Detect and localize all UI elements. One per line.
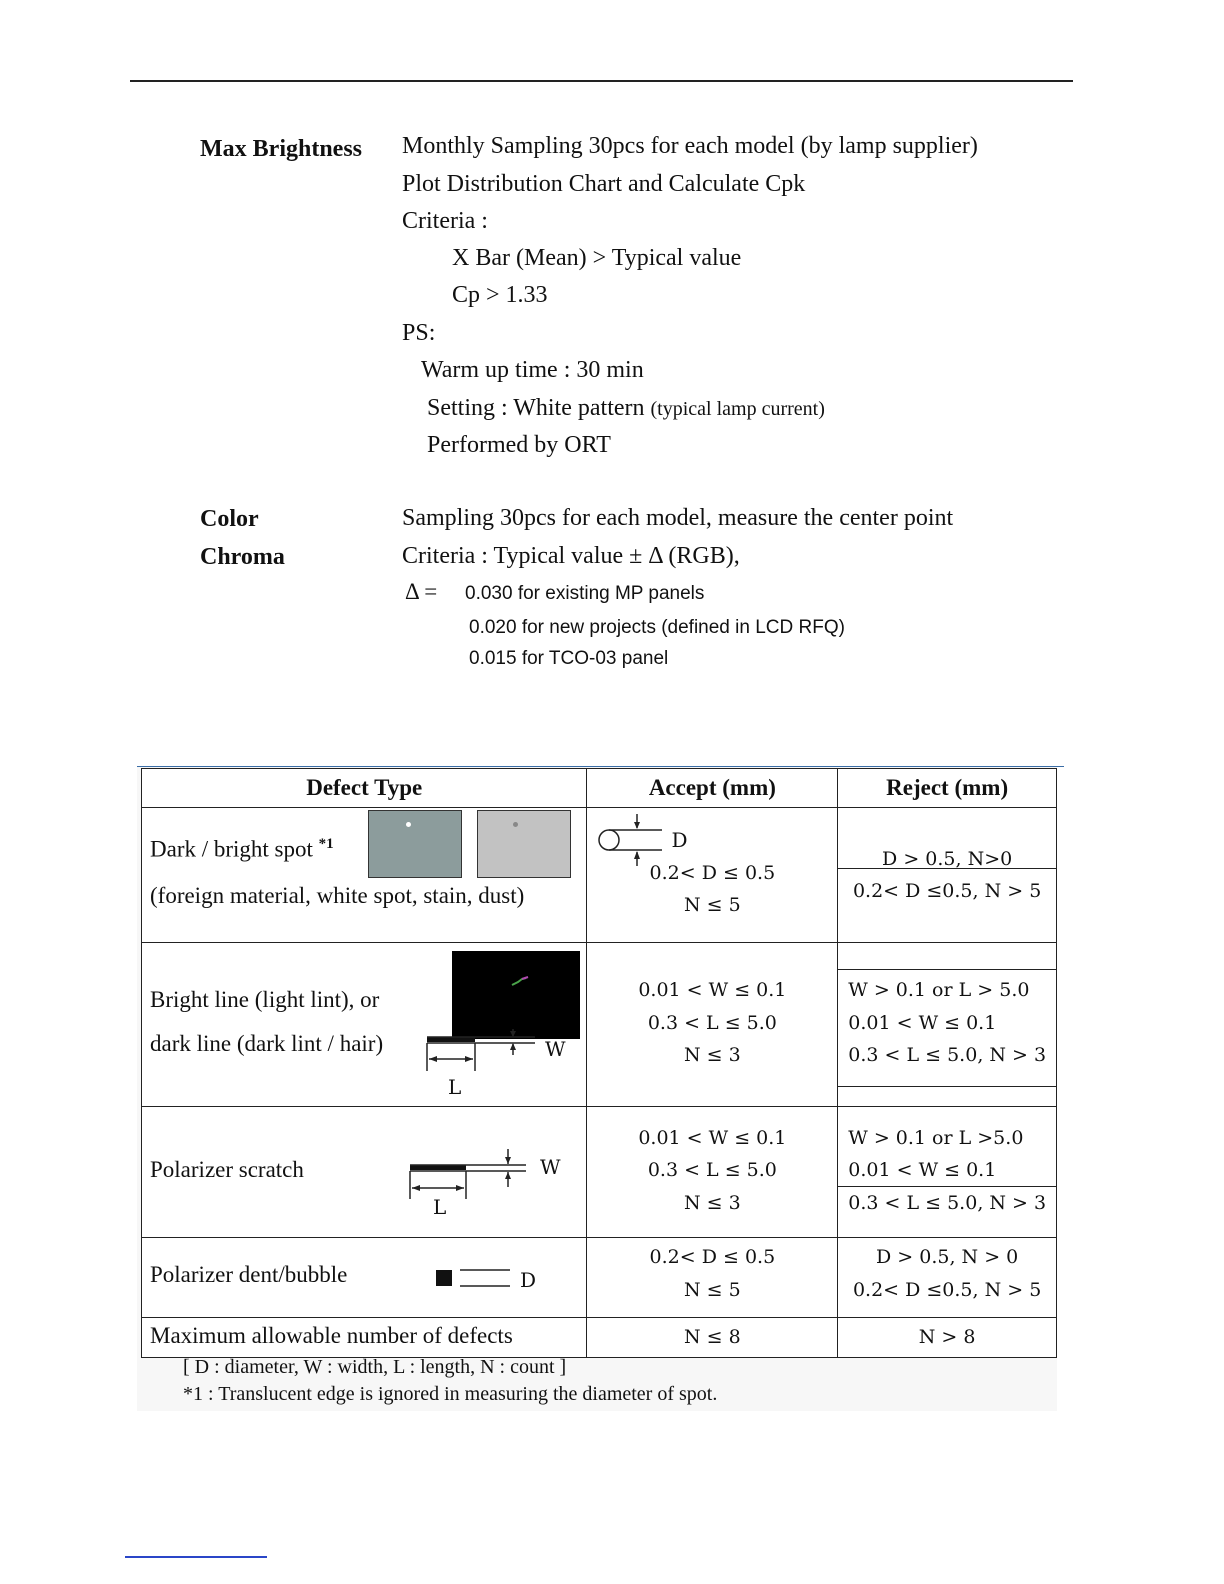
spot-reject-cell [838, 808, 1057, 943]
bright-spot-sample-image [477, 810, 571, 878]
max-reject: N > 8 [838, 1318, 1057, 1358]
header-reject: Reject (mm) [838, 769, 1057, 808]
dent-type: Polarizer dent/bubble [150, 1262, 348, 1287]
scratch-reject-1: W > 0.1 or L >5.0 [848, 1127, 1024, 1149]
table-row-max [142, 1318, 1057, 1358]
scratch-diagram-l-label: L [433, 1195, 447, 1219]
spot-diagram-d-label: D [671, 828, 688, 852]
color-label: Color [200, 506, 259, 532]
mb-line-5: Cp > 1.33 [452, 282, 548, 308]
spot-type-cell [142, 808, 587, 943]
scratch-accept-cell [587, 1107, 838, 1238]
line-reject-divider-top [838, 969, 1056, 970]
line-accept-2: 0.3 < L ≤ 5.0 [647, 1012, 777, 1034]
spot-type-detail: (foreign material, white spot, stain, dust) [150, 883, 525, 908]
dent-accept-2: N ≤ 5 [684, 1279, 741, 1301]
delta-1: 0.030 for existing MP panels [465, 583, 705, 604]
scratch-reject-3: 0.3 < L ≤ 5.0, N > 3 [848, 1192, 1047, 1214]
table-legend: [ D : diameter, W : width, L : length, N : count ] [183, 1356, 567, 1378]
line-reject-cell [838, 943, 1057, 1107]
line-reject-1: W > 0.1 or L > 5.0 [848, 979, 1030, 1001]
cc-line-1: Sampling 30pcs for each model, measure the center point [402, 505, 954, 531]
dent-diagram-d-label: D [520, 1268, 537, 1292]
mb-line-8 [427, 395, 825, 422]
mb-line-6: PS: [402, 320, 436, 346]
scratch-reject-cell [838, 1107, 1057, 1238]
line-reject-divider-bottom [838, 1086, 1056, 1087]
scratch-accept-1: 0.01 < W ≤ 0.1 [638, 1127, 787, 1149]
dent-accept-1: 0.2< D ≤ 0.5 [649, 1246, 776, 1268]
line-type-1: Bright line (light lint), or [150, 987, 380, 1012]
defect-table [141, 768, 1057, 1358]
dent-reject-cell [838, 1238, 1057, 1318]
line-accept-3: N ≤ 3 [684, 1044, 741, 1066]
spot-accept-1: 0.2< D ≤ 0.5 [649, 862, 776, 884]
spot-reject-2: 0.2< D ≤0.5, N > 5 [852, 880, 1042, 902]
line-reject-3: 0.3 < L ≤ 5.0, N > 3 [848, 1044, 1047, 1066]
spot-accept-cell [587, 808, 838, 943]
line-reject-2: 0.01 < W ≤ 0.1 [848, 1012, 997, 1034]
delta-symbol: Δ = [405, 579, 438, 604]
dent-diagram-icon [434, 1266, 514, 1290]
line-type-cell [142, 943, 587, 1107]
line-width-diagram-icon [425, 1029, 555, 1099]
mb-line-9: Performed by ORT [427, 432, 611, 458]
scratch-reject-divider [838, 1186, 1056, 1187]
dent-type-cell [142, 1238, 587, 1318]
table-header-row [142, 769, 1057, 808]
line-diagram-l-label: L [448, 1075, 462, 1099]
mb-line-7: Warm up time : 30 min [421, 357, 644, 383]
mb-setting-note: (typical lamp current) [650, 398, 825, 420]
table-footnote: *1 : Translucent edge is ignored in measuring the diameter of spot. [183, 1383, 718, 1405]
dark-spot-sample-image [368, 810, 462, 878]
scratch-accept-3: N ≤ 3 [684, 1192, 741, 1214]
bright-line-sample-image [452, 951, 580, 1039]
grey-spot-dot [513, 822, 518, 827]
scratch-diagram-icon [408, 1143, 538, 1203]
dent-accept-cell [587, 1238, 838, 1318]
mb-line-3: Criteria : [402, 208, 488, 234]
dent-reject-1: D > 0.5, N > 0 [876, 1246, 1019, 1268]
line-accept-1: 0.01 < W ≤ 0.1 [638, 979, 787, 1001]
footer-rule [125, 1556, 267, 1558]
max-type-cell [142, 1318, 587, 1358]
line-type-2: dark line (dark lint / hair) [150, 1031, 384, 1056]
table-row-line [142, 943, 1057, 1107]
white-spot-dot [406, 822, 411, 827]
dent-reject-2: 0.2< D ≤0.5, N > 5 [852, 1279, 1042, 1301]
delta-3: 0.015 for TCO-03 panel [469, 648, 669, 669]
cc-line-2: Criteria : Typical value ± Δ (RGB), [402, 543, 740, 569]
scratch-type: Polarizer scratch [150, 1157, 304, 1182]
header-defect-type: Defect Type [142, 769, 587, 808]
scratch-accept-2: 0.3 < L ≤ 5.0 [647, 1159, 777, 1181]
max-type: Maximum allowable number of defects [150, 1323, 513, 1348]
table-row-dent [142, 1238, 1057, 1318]
chroma-label: Chroma [200, 544, 285, 570]
mb-line-2: Plot Distribution Chart and Calculate Cpk [402, 171, 806, 197]
line-accept-cell [587, 943, 838, 1107]
scratch-type-cell [142, 1107, 587, 1238]
header-accept: Accept (mm) [587, 769, 838, 808]
mb-line-4: X Bar (Mean) > Typical value [452, 245, 742, 271]
line-diagram-w-label: W [545, 1037, 566, 1061]
spot-accept-2: N ≤ 5 [684, 894, 741, 916]
delta-2: 0.020 for new projects (defined in LCD RFQ) [469, 617, 845, 638]
table-row-spot [142, 808, 1057, 943]
max-brightness-label: Max Brightness [200, 136, 362, 162]
scratch-diagram-w-label: W [540, 1155, 561, 1179]
footnote-mark: *1 [318, 836, 334, 852]
table-row-scratch [142, 1107, 1057, 1238]
spot-type-label: Dark / bright spot [150, 836, 313, 862]
spot-type-text [150, 836, 334, 863]
lint-streak-icon [452, 951, 580, 1039]
table-top-rule [137, 766, 1064, 767]
spot-reject-1: D > 0.5, N>0 [882, 848, 1013, 870]
mb-setting-text: Setting : White pattern [427, 395, 645, 421]
max-accept: N ≤ 8 [587, 1318, 838, 1358]
mb-line-1: Monthly Sampling 30pcs for each model (by lamp supplier) [402, 133, 978, 159]
scratch-reject-2: 0.01 < W ≤ 0.1 [848, 1159, 997, 1181]
header-rule [130, 80, 1073, 82]
spot-reject-divider [838, 868, 1056, 869]
